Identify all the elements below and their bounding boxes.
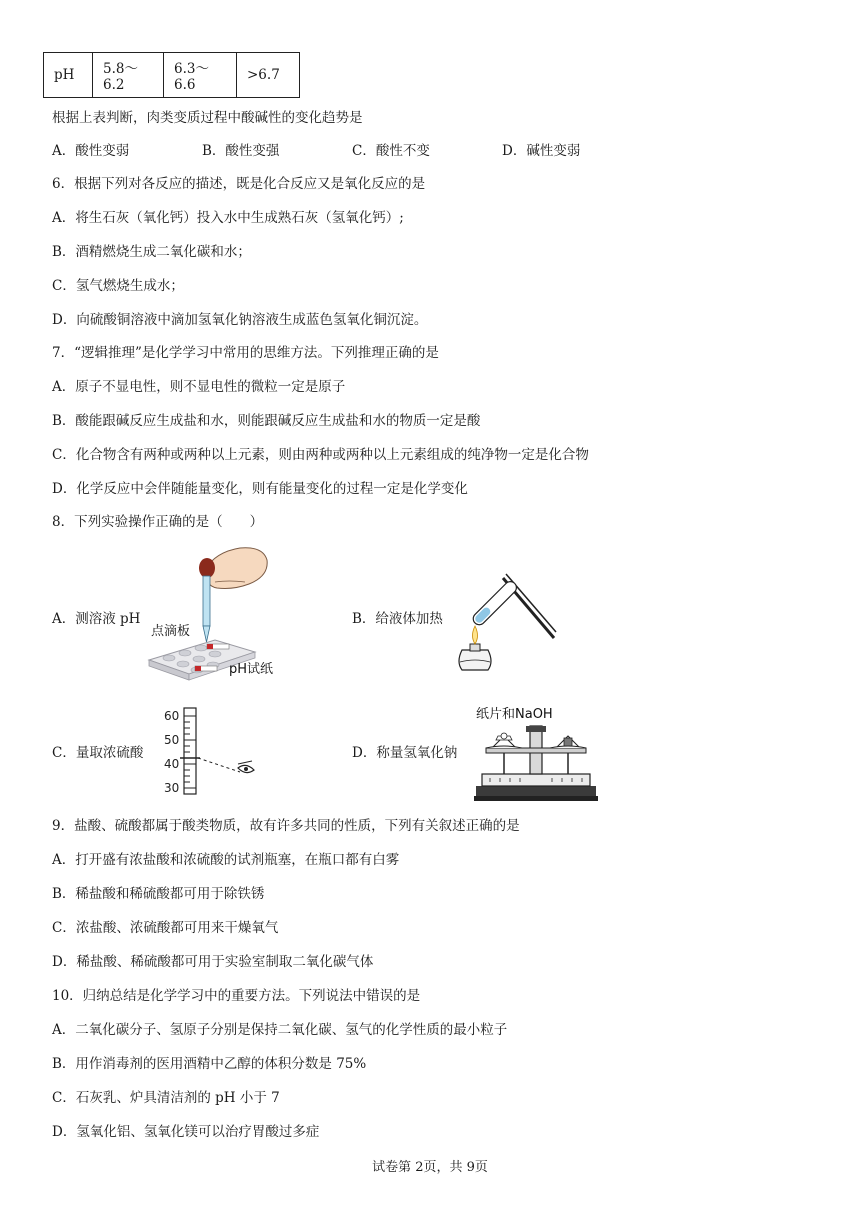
q8-stem: 8．下列实验操作正确的是（ ） [52,514,264,530]
q6-option-c: C．氢气燃烧生成水； [52,278,184,294]
balance-figure [470,704,602,804]
cylinder-tick-label: 60 [164,709,180,723]
ph-table-cell: pH [44,53,93,98]
q8-option-a: A．测溶液 pH [52,611,141,627]
balance-label: 纸片和NaOH [476,707,553,722]
q5-option-d: D．碱性变弱 [502,143,581,159]
cylinder-tick-label: 40 [164,757,180,771]
ph-measure-figure [145,542,295,682]
q9-option-c: C．浓盐酸、浓硫酸都可用来干燥氧气 [52,920,279,936]
q7-stem: 7．“逻辑推理”是化学学习中常用的思维方法。下列推理正确的是 [52,345,439,361]
paper-label: pH试纸 [229,662,274,677]
q10-option-d: D．氢氧化铝、氢氧化镁可以治疗胃酸过多症 [52,1124,320,1140]
ph-table [43,52,300,98]
q8-option-c: C．量取浓硫酸 [52,745,144,761]
q6-stem: 6．根据下列对各反应的描述，既是化合反应又是氧化反应的是 [52,176,426,192]
q8-option-d: D．称量氢氧化钠 [352,745,458,761]
q10-option-c: C．石灰乳、炉具清洁剂的 pH 小于 7 [52,1090,280,1106]
q6-option-d: D．向硫酸铜溶液中滴加氢氧化钠溶液生成蓝色氢氧化铜沉淀。 [52,312,428,328]
q10-option-a: A．二氧化碳分子、氢原子分别是保持二氧化碳、氢气的化学性质的最小粒子 [52,1022,508,1038]
q7-option-c: C．化合物含有两种或两种以上元素，则由两种或两种以上元素组成的纯净物一定是化合物 [52,447,589,463]
q9-option-d: D．稀盐酸、稀硫酸都可用于实验室制取二氧化碳气体 [52,954,374,970]
q9-option-a: A．打开盛有浓盐酸和浓硫酸的试剂瓶塞，在瓶口都有白雾 [52,852,400,868]
q5-options [52,141,672,161]
cylinder-tick-label: 50 [164,733,180,747]
cylinder-tick-label: 30 [164,781,180,795]
q10-stem: 10．归纳总结是化学学习中的重要方法。下列说法中错误的是 [52,988,421,1004]
q7-option-b: B．酸能跟碱反应生成盐和水，则能跟碱反应生成盐和水的物质一定是酸 [52,413,481,429]
cylinder-figure [160,706,260,796]
q6-option-a: A．将生石灰（氧化钙）投入水中生成熟石灰（氢氧化钙）; [52,210,404,226]
plate-label: 点滴板 [151,624,191,639]
q5-stem: 根据上表判断，肉类变质过程中酸碱性的变化趋势是 [52,110,363,126]
q9-option-b: B．稀盐酸和稀硫酸都可用于除铁锈 [52,886,265,902]
q6-option-b: B．酒精燃烧生成二氧化碳和水； [52,244,251,260]
q10-option-b: B．用作消毒剂的医用酒精中乙醇的体积分数是 75% [52,1056,367,1072]
ph-table-cell: >6.7 [237,53,300,98]
ph-table-cell: 5.8～6.2 [93,53,164,98]
q5-option-b: B．酸性变强 [202,143,280,159]
q9-stem: 9．盐酸、硫酸都属于酸类物质，故有许多共同的性质，下列有关叙述正确的是 [52,818,520,834]
q8-option-b: B．给液体加热 [352,611,443,627]
page-footer: 试卷第 2页，共 9页 [372,1160,488,1175]
q7-option-d: D．化学反应中会伴随能量变化，则有能量变化的过程一定是化学变化 [52,481,468,497]
ph-table-cell: 6.3～6.6 [164,53,237,98]
q5-option-a: A．酸性变弱 [52,143,130,159]
q5-option-c: C．酸性不变 [352,143,430,159]
heating-figure [448,566,558,676]
q7-option-a: A．原子不显电性，则不显电性的微粒一定是原子 [52,379,346,395]
